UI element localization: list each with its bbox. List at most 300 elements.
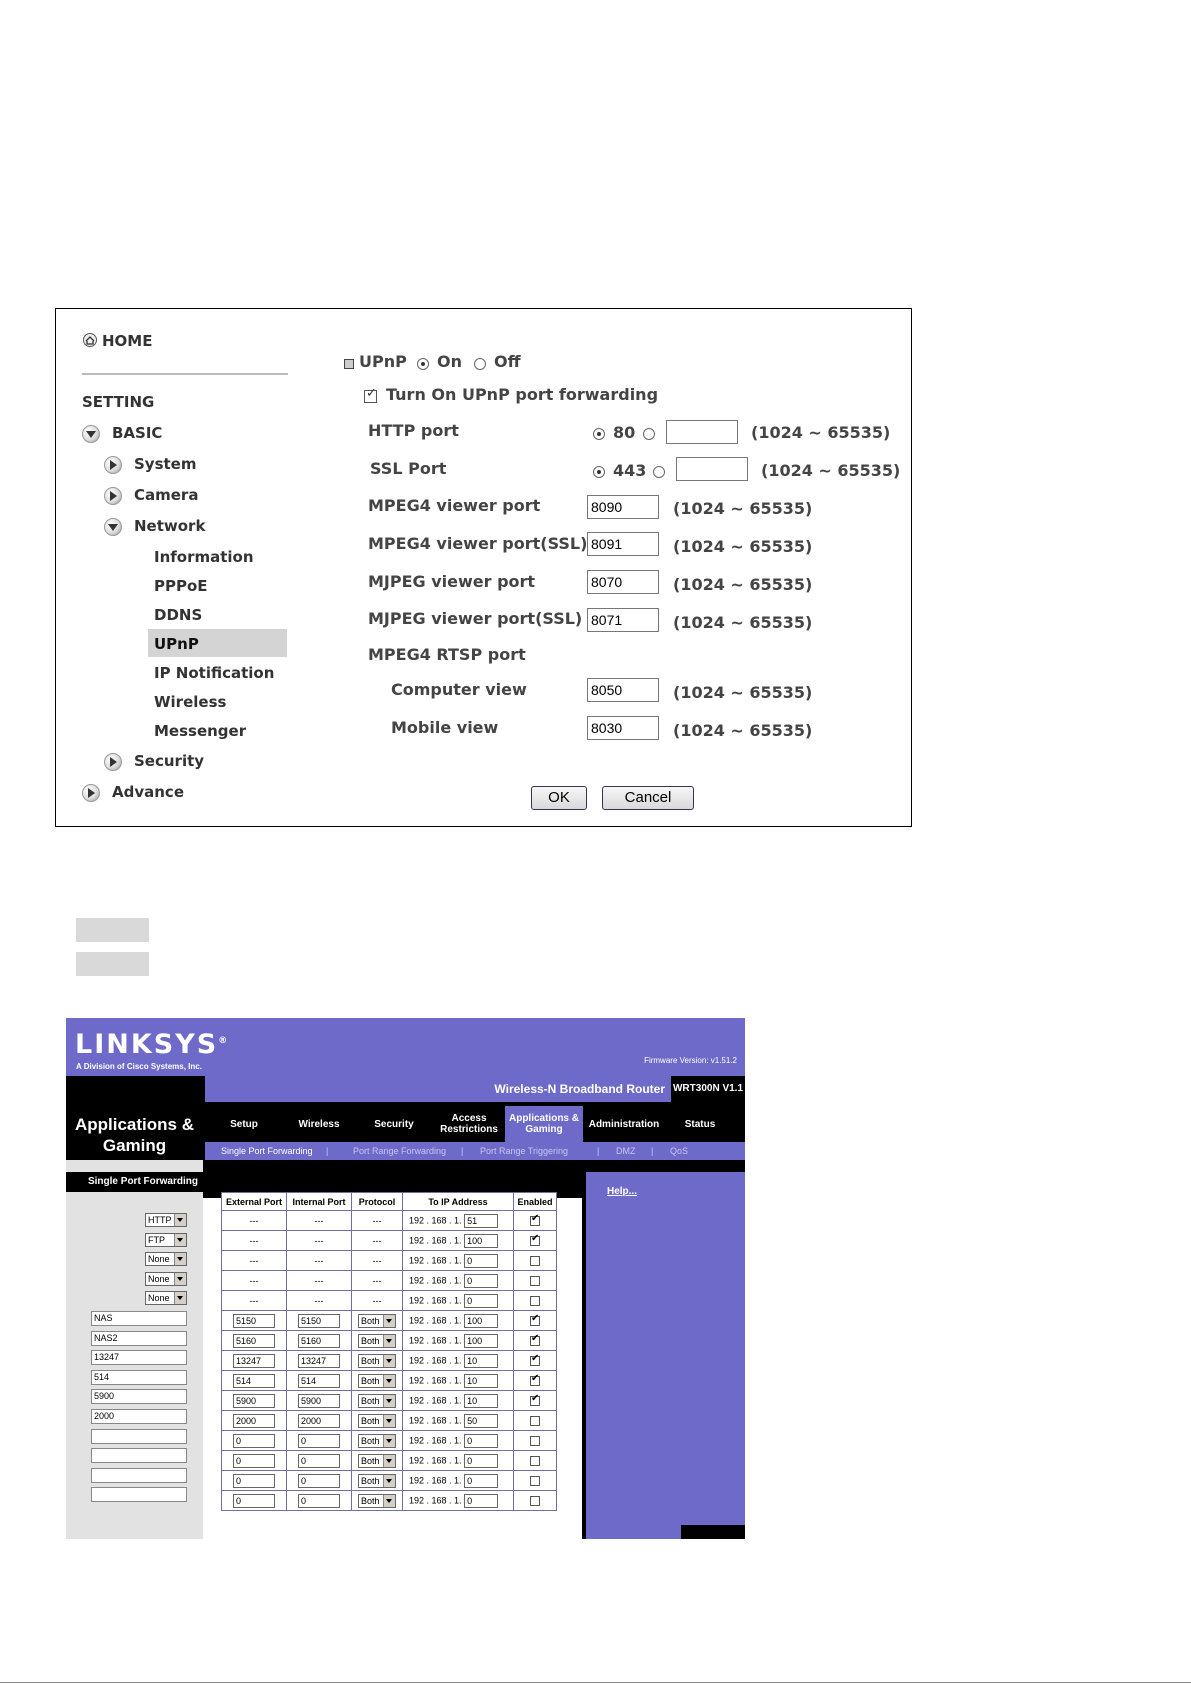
int-text: --- — [314, 1235, 324, 1246]
ssl-port-default-value: 443 — [613, 461, 647, 480]
int-input[interactable]: 2000 — [298, 1414, 340, 1428]
ip-prefix: 192 . 168 . 1. — [409, 1314, 462, 1325]
application-name-input[interactable] — [91, 1429, 187, 1444]
mobile-view-range: (1024 ~ 65535) — [673, 721, 813, 740]
ip-prefix: 192 . 168 . 1. — [409, 1294, 462, 1305]
linksys-header — [66, 1018, 745, 1081]
linksys-router-panel — [66, 1018, 745, 1539]
port-forwarding-label: Turn On UPnP port forwarding — [386, 385, 659, 404]
chevron-down-icon — [383, 1375, 395, 1387]
subnav-separator: | — [597, 1146, 600, 1156]
protocol-cell — [352, 1291, 403, 1311]
external-port-cell — [222, 1231, 287, 1251]
int-input[interactable]: 0 — [298, 1494, 340, 1508]
protocol-cell — [352, 1311, 403, 1331]
ip-last-octet-input[interactable]: 100 — [464, 1234, 498, 1248]
ip-prefix: 192 . 168 . 1. — [409, 1334, 462, 1345]
corner-block — [681, 1525, 745, 1539]
application-name-input[interactable]: NAS2 — [91, 1331, 187, 1346]
internal-port-cell — [287, 1351, 352, 1371]
application-name-input[interactable] — [91, 1448, 187, 1463]
ssl-port-range: (1024 ~ 65535) — [761, 461, 901, 480]
nav-camera-label: Camera — [134, 486, 199, 504]
external-port-cell — [222, 1491, 287, 1511]
protocol-text: --- — [372, 1275, 382, 1286]
internal-port-cell — [287, 1411, 352, 1431]
application-name-input[interactable]: 13247 — [91, 1350, 187, 1365]
application-value: None — [148, 1293, 170, 1304]
mpeg4-ssl-port-range: (1024 ~ 65535) — [673, 537, 813, 556]
ext-input[interactable]: 0 — [233, 1454, 275, 1468]
placeholder-block — [76, 952, 149, 976]
column-header: Internal Port — [287, 1193, 352, 1211]
ip-address-cell — [403, 1291, 514, 1311]
ip-prefix: 192 . 168 . 1. — [409, 1454, 462, 1465]
internal-port-cell — [287, 1291, 352, 1311]
int-input[interactable]: 5900 — [298, 1394, 340, 1408]
nav-ip-notification[interactable]: IP Notification — [154, 664, 275, 682]
enabled-checkbox[interactable] — [530, 1216, 540, 1226]
upnp-on-radio[interactable] — [417, 358, 429, 370]
application-value: None — [148, 1273, 170, 1284]
ext-input[interactable]: 5160 — [233, 1334, 275, 1348]
enabled-checkbox[interactable] — [530, 1376, 540, 1386]
int-text: --- — [314, 1255, 324, 1266]
protocol-select[interactable] — [358, 1354, 396, 1368]
external-port-cell — [222, 1411, 287, 1431]
chevron-down-icon — [174, 1253, 186, 1265]
section-title-line1: Applications & — [74, 1115, 194, 1134]
tab-security[interactable]: Security — [374, 1118, 414, 1130]
enabled-checkbox[interactable] — [530, 1256, 540, 1266]
help-link[interactable]: Help... — [607, 1186, 638, 1197]
protocol-cell — [352, 1491, 403, 1511]
protocol-cell — [352, 1471, 403, 1491]
enabled-cell — [514, 1371, 557, 1391]
computer-view-label: Computer view — [391, 680, 527, 699]
ip-address-cell — [403, 1491, 514, 1511]
column-header: External Port — [222, 1193, 287, 1211]
mjpeg-viewer-port-range: (1024 ~ 65535) — [673, 575, 813, 594]
left-section-title: Single Port Forwarding — [66, 1172, 203, 1192]
port-forwarding-checkbox[interactable] — [364, 386, 377, 403]
protocol-value: Both — [361, 1455, 380, 1466]
subnav-port-range-forwarding[interactable]: Port Range Forwarding — [353, 1146, 447, 1156]
protocol-cell — [352, 1411, 403, 1431]
application-name-input[interactable]: 5900 — [91, 1389, 187, 1404]
ext-text: --- — [249, 1255, 259, 1266]
mobile-view-input[interactable]: 8030 — [587, 716, 659, 740]
chevron-down-icon — [383, 1335, 395, 1347]
column-header: Protocol — [352, 1193, 403, 1211]
application-name-input[interactable]: 514 — [91, 1370, 187, 1385]
chevron-down-icon — [174, 1292, 186, 1304]
external-port-cell — [222, 1391, 287, 1411]
protocol-value: Both — [361, 1415, 380, 1426]
application-value: HTTP — [148, 1215, 172, 1225]
ext-input[interactable]: 2000 — [233, 1414, 275, 1428]
subnav-port-range-triggering[interactable]: Port Range Triggering — [480, 1146, 569, 1156]
nav-basic-label: BASIC — [112, 424, 163, 442]
sub-navigation — [205, 1142, 745, 1160]
ip-last-octet-input[interactable]: 10 — [464, 1394, 498, 1408]
ip-address-cell — [403, 1311, 514, 1331]
enabled-checkbox[interactable] — [530, 1496, 540, 1506]
ip-last-octet-input[interactable]: 0 — [464, 1454, 498, 1468]
tab-access-restrictions[interactable]: Access Restrictions — [440, 1113, 498, 1135]
ip-last-octet-input[interactable]: 0 — [464, 1494, 498, 1508]
chevron-down-icon — [174, 1273, 186, 1285]
mjpeg-ssl-port-input[interactable]: 8071 — [587, 608, 659, 632]
http-port-label: HTTP port — [368, 421, 459, 440]
int-input[interactable]: 514 — [298, 1374, 340, 1388]
table-row — [222, 1271, 557, 1291]
enabled-checkbox[interactable] — [530, 1436, 540, 1446]
internal-port-cell — [287, 1251, 352, 1271]
protocol-cell — [352, 1371, 403, 1391]
ext-input[interactable]: 5150 — [233, 1314, 275, 1328]
application-select[interactable] — [145, 1252, 187, 1266]
protocol-cell — [352, 1431, 403, 1451]
enabled-cell — [514, 1491, 557, 1511]
ip-address-cell — [403, 1231, 514, 1251]
external-port-cell — [222, 1211, 287, 1231]
table-header-row — [222, 1193, 557, 1211]
ok-button[interactable]: OK — [531, 786, 587, 810]
ext-input[interactable]: 0 — [233, 1494, 275, 1508]
chevron-down-icon — [383, 1455, 395, 1467]
http-port-custom-input[interactable] — [666, 420, 738, 444]
internal-port-cell — [287, 1471, 352, 1491]
column-header: To IP Address — [403, 1193, 514, 1211]
protocol-select[interactable] — [358, 1374, 396, 1388]
nav-security-label: Security — [134, 752, 205, 770]
ip-last-octet-input[interactable]: 10 — [464, 1374, 498, 1388]
application-select[interactable] — [145, 1213, 187, 1227]
help-column — [586, 1172, 745, 1539]
mobile-view-label: Mobile view — [391, 718, 499, 737]
int-input[interactable]: 0 — [298, 1454, 340, 1468]
subnav-dmz[interactable]: DMZ — [616, 1146, 636, 1156]
int-input[interactable]: 13247 — [298, 1354, 340, 1368]
ssl-port-custom-input[interactable] — [676, 457, 748, 481]
http-port-default-radio[interactable] — [593, 428, 605, 440]
external-port-cell — [222, 1291, 287, 1311]
ip-last-octet-input[interactable]: 51 — [464, 1214, 498, 1228]
protocol-value: Both — [361, 1395, 380, 1406]
ip-last-octet-input[interactable]: 100 — [464, 1334, 498, 1348]
ip-last-octet-input[interactable]: 0 — [464, 1434, 498, 1448]
checkmark-icon: ✓ — [366, 386, 377, 401]
protocol-select[interactable] — [358, 1454, 396, 1468]
table-body — [222, 1211, 557, 1511]
enabled-checkbox[interactable] — [530, 1476, 540, 1486]
nav-pppoe[interactable]: PPPoE — [154, 577, 208, 595]
ip-prefix: 192 . 168 . 1. — [409, 1254, 462, 1265]
protocol-cell — [352, 1331, 403, 1351]
application-name-input[interactable]: NAS — [91, 1311, 187, 1326]
table-row — [222, 1471, 557, 1491]
cancel-button[interactable]: Cancel — [602, 786, 694, 810]
external-port-cell — [222, 1251, 287, 1271]
firmware-version: Firmware Version: v1.51.2 — [644, 1056, 737, 1065]
ip-address-cell — [403, 1251, 514, 1271]
protocol-value: Both — [361, 1435, 380, 1446]
port-forwarding-table — [221, 1192, 557, 1511]
ip-prefix: 192 . 168 . 1. — [409, 1394, 462, 1405]
mjpeg-ssl-port-range: (1024 ~ 65535) — [673, 613, 813, 632]
application-name-input[interactable] — [91, 1468, 187, 1483]
http-port-range: (1024 ~ 65535) — [751, 423, 891, 442]
enabled-cell — [514, 1411, 557, 1431]
application-value: FTP — [148, 1234, 165, 1245]
ext-text: --- — [249, 1215, 259, 1226]
mjpeg-viewer-port-input[interactable]: 8070 — [587, 570, 659, 594]
enabled-cell — [514, 1311, 557, 1331]
nav-setting: SETTING — [82, 393, 155, 411]
ip-last-octet-input[interactable]: 0 — [464, 1294, 498, 1308]
ext-input[interactable]: 5900 — [233, 1394, 275, 1408]
ip-address-cell — [403, 1371, 514, 1391]
protocol-value: Both — [361, 1375, 380, 1386]
ip-last-octet-input[interactable]: 100 — [464, 1314, 498, 1328]
table-row — [222, 1491, 557, 1511]
chevron-down-icon — [174, 1234, 186, 1246]
enabled-cell — [514, 1451, 557, 1471]
ip-prefix: 192 . 168 . 1. — [409, 1274, 462, 1285]
mpeg4-viewer-port-input[interactable]: 8090 — [587, 495, 659, 519]
internal-port-cell — [287, 1231, 352, 1251]
protocol-text: --- — [372, 1235, 382, 1246]
http-port-custom-radio[interactable] — [643, 428, 655, 440]
table-row — [222, 1331, 557, 1351]
subnav-qos[interactable]: QoS — [670, 1146, 689, 1156]
ssl-port-default-radio[interactable] — [593, 466, 605, 478]
ip-last-octet-input[interactable]: 10 — [464, 1354, 498, 1368]
table-row — [222, 1211, 557, 1231]
ssl-port-custom-radio[interactable] — [653, 466, 665, 478]
ip-address-cell — [403, 1331, 514, 1351]
nav-upnp[interactable]: UPnP — [154, 635, 199, 653]
table-row — [222, 1231, 557, 1251]
protocol-select[interactable] — [358, 1414, 396, 1428]
table-row — [222, 1371, 557, 1391]
protocol-value: Both — [361, 1495, 380, 1506]
int-text: --- — [314, 1295, 324, 1306]
external-port-cell — [222, 1311, 287, 1331]
ext-input[interactable]: 0 — [233, 1474, 275, 1488]
tab-administration[interactable]: Administration — [588, 1118, 660, 1130]
page-bottom-rule — [0, 1682, 1191, 1683]
upnp-on-label: On — [437, 352, 462, 371]
enabled-checkbox[interactable] — [530, 1356, 540, 1366]
internal-port-cell — [287, 1211, 352, 1231]
protocol-value: Both — [361, 1335, 380, 1346]
registered-mark: ® — [218, 1036, 230, 1046]
tab-applications-gaming[interactable]: Applications & Gaming — [505, 1106, 583, 1142]
nav-system-label: System — [134, 455, 197, 473]
protocol-text: --- — [372, 1255, 382, 1266]
mjpeg-ssl-port-label: MJPEG viewer port(SSL) — [368, 609, 583, 628]
tab-status[interactable]: Status — [684, 1118, 716, 1130]
chevron-down-icon — [383, 1415, 395, 1427]
mpeg4-ssl-port-label: MPEG4 viewer port(SSL) — [368, 534, 588, 553]
subnav-separator: | — [651, 1146, 654, 1156]
ip-prefix: 192 . 168 . 1. — [409, 1354, 462, 1365]
mpeg4-ssl-port-input[interactable]: 8091 — [587, 532, 659, 556]
ext-input[interactable]: 13247 — [233, 1354, 275, 1368]
enabled-cell — [514, 1331, 557, 1351]
table-row — [222, 1311, 557, 1331]
application-name-input[interactable]: 2000 — [91, 1409, 187, 1424]
main-tabs — [205, 1106, 745, 1142]
protocol-select[interactable] — [358, 1474, 396, 1488]
internal-port-cell — [287, 1451, 352, 1471]
protocol-cell — [352, 1451, 403, 1471]
protocol-select[interactable] — [358, 1434, 396, 1448]
ip-address-cell — [403, 1451, 514, 1471]
ip-last-octet-input[interactable]: 0 — [464, 1474, 498, 1488]
external-port-cell — [222, 1371, 287, 1391]
computer-view-range: (1024 ~ 65535) — [673, 683, 813, 702]
internal-port-cell — [287, 1491, 352, 1511]
ip-address-cell — [403, 1351, 514, 1371]
enabled-cell — [514, 1391, 557, 1411]
external-port-cell — [222, 1331, 287, 1351]
ext-text: --- — [249, 1295, 259, 1306]
nav-home-label: HOME — [102, 332, 153, 350]
enabled-checkbox[interactable] — [530, 1296, 540, 1306]
tab-setup[interactable]: Setup — [230, 1118, 258, 1130]
nav-ddns[interactable]: DDNS — [154, 606, 203, 624]
enabled-checkbox[interactable] — [530, 1316, 540, 1326]
chevron-down-icon — [383, 1355, 395, 1367]
nav-wireless[interactable]: Wireless — [154, 693, 227, 711]
ip-address-cell — [403, 1271, 514, 1291]
logo-text: LINKSYS — [75, 1029, 219, 1060]
ip-prefix: 192 . 168 . 1. — [409, 1414, 462, 1425]
linksys-logo — [75, 1029, 229, 1060]
upnp-label: UPnP — [359, 352, 407, 371]
nav-messenger[interactable]: Messenger — [154, 722, 247, 740]
ext-text: --- — [249, 1235, 259, 1246]
ip-last-octet-input[interactable]: 50 — [464, 1414, 498, 1428]
enabled-checkbox[interactable] — [530, 1416, 540, 1426]
protocol-value: Both — [361, 1475, 380, 1486]
section-title-line2: Gaming — [102, 1136, 167, 1155]
table-row — [222, 1351, 557, 1371]
protocol-select[interactable] — [358, 1334, 396, 1348]
column-header: Enabled — [514, 1193, 557, 1211]
external-port-cell — [222, 1431, 287, 1451]
external-port-cell — [222, 1351, 287, 1371]
ip-last-octet-input[interactable]: 0 — [464, 1254, 498, 1268]
ip-prefix: 192 . 168 . 1. — [409, 1214, 462, 1225]
ip-prefix: 192 . 168 . 1. — [409, 1374, 462, 1385]
ip-prefix: 192 . 168 . 1. — [409, 1234, 462, 1245]
enabled-checkbox[interactable] — [530, 1396, 540, 1406]
protocol-select[interactable] — [358, 1494, 396, 1508]
table-row — [222, 1391, 557, 1411]
upnp-settings — [56, 309, 911, 826]
chevron-down-icon — [383, 1435, 395, 1447]
application-value: None — [148, 1254, 170, 1265]
chevron-down-icon — [174, 1214, 186, 1226]
int-text: --- — [314, 1275, 324, 1286]
subnav-separator: | — [461, 1146, 464, 1156]
application-select[interactable] — [145, 1291, 187, 1305]
int-input[interactable]: 0 — [298, 1474, 340, 1488]
rtsp-port-label: MPEG4 RTSP port — [368, 645, 526, 664]
internal-port-cell — [287, 1271, 352, 1291]
int-text: --- — [314, 1215, 324, 1226]
protocol-text: --- — [372, 1215, 382, 1226]
nav-network-label: Network — [134, 517, 206, 535]
protocol-cell — [352, 1211, 403, 1231]
subnav-single-port-forwarding[interactable]: Single Port Forwarding — [221, 1146, 313, 1156]
ip-address-cell — [403, 1391, 514, 1411]
protocol-value: Both — [361, 1315, 380, 1326]
ip-address-cell — [403, 1411, 514, 1431]
int-input[interactable]: 5160 — [298, 1334, 340, 1348]
ip-last-octet-input[interactable]: 0 — [464, 1274, 498, 1288]
protocol-select[interactable] — [358, 1314, 396, 1328]
enabled-checkbox[interactable] — [530, 1236, 540, 1246]
application-select[interactable] — [145, 1272, 187, 1286]
protocol-text: --- — [372, 1295, 382, 1306]
table-row — [222, 1451, 557, 1471]
table-row — [222, 1431, 557, 1451]
protocol-cell — [352, 1251, 403, 1271]
enabled-cell — [514, 1251, 557, 1271]
int-input[interactable]: 5150 — [298, 1314, 340, 1328]
application-select[interactable] — [145, 1233, 187, 1247]
internal-port-cell — [287, 1431, 352, 1451]
upnp-off-radio[interactable] — [474, 358, 486, 370]
tab-wireless[interactable]: Wireless — [298, 1118, 340, 1130]
enabled-cell — [514, 1471, 557, 1491]
ip-address-cell — [403, 1471, 514, 1491]
computer-view-input[interactable]: 8050 — [587, 678, 659, 702]
enabled-checkbox[interactable] — [530, 1456, 540, 1466]
ip-address-cell — [403, 1211, 514, 1231]
ip-prefix: 192 . 168 . 1. — [409, 1474, 462, 1485]
ext-input[interactable]: 514 — [233, 1374, 275, 1388]
model-number: WRT300N V1.1 — [671, 1076, 745, 1102]
nav-information[interactable]: Information — [154, 548, 254, 566]
int-input[interactable]: 0 — [298, 1434, 340, 1448]
protocol-value: Both — [361, 1355, 380, 1366]
ext-input[interactable]: 0 — [233, 1434, 275, 1448]
mpeg4-viewer-port-label: MPEG4 viewer port — [368, 496, 541, 515]
application-name-input[interactable] — [91, 1487, 187, 1502]
subnav-separator: | — [326, 1146, 329, 1156]
internal-port-cell — [287, 1311, 352, 1331]
ip-prefix: 192 . 168 . 1. — [409, 1434, 462, 1445]
product-name: Wireless-N Broadband Router — [205, 1076, 671, 1102]
mjpeg-viewer-port-label: MJPEG viewer port — [368, 572, 536, 591]
enabled-checkbox[interactable] — [530, 1336, 540, 1346]
protocol-select[interactable] — [358, 1394, 396, 1408]
protocol-cell — [352, 1351, 403, 1371]
enabled-cell — [514, 1431, 557, 1451]
enabled-cell — [514, 1291, 557, 1311]
ip-prefix: 192 . 168 . 1. — [409, 1494, 462, 1505]
enabled-checkbox[interactable] — [530, 1276, 540, 1286]
protocol-cell — [352, 1271, 403, 1291]
external-port-cell — [222, 1471, 287, 1491]
external-port-cell — [222, 1271, 287, 1291]
